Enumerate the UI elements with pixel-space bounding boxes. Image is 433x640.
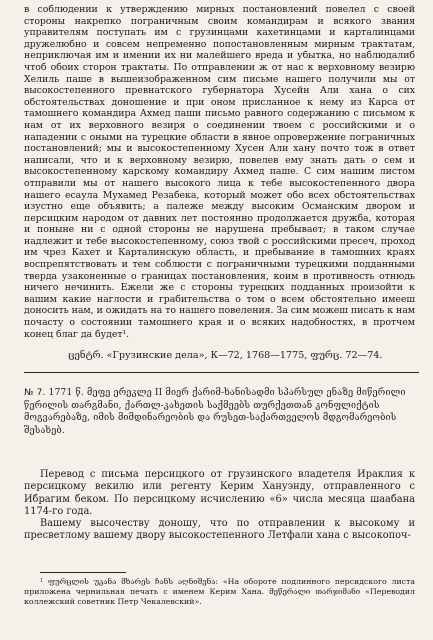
section-divider — [24, 372, 419, 373]
archive-source-citation: ცენტრ. «Грузинские дела», К—72, 1768—1775, ფურც. 72—74. — [68, 350, 383, 362]
translation-intro: Перевод с письма персицкого от грузинского владетеля Ираклия к персицкому векилю или регенту Керим Хануэнду, отправленного с Ибрагим беком. По персицкому исчислению «6» числа месяца шаабана 1174-го года. — [24, 469, 415, 517]
footnote-divider — [40, 572, 126, 573]
document-heading-text: 1771 წ. მეფე ერეკლე II მიერ ქარიმ-ხანისადმი სპარსულ ენაზე მიწერილი წერილის თარგმანი, ქართლ-კახეთის საქმეებს თურქეთთან კონფლიქტის მოგვარებაზე, იმის მიმდინარეობის და რუსეთ-საქართველოს მდგომარეობის შესახებ. — [24, 388, 406, 436]
document-number: № 7. — [24, 388, 46, 399]
document-heading — [24, 387, 415, 437]
letter-opening: Вашему высочеству доношу, что по отправлении к высокому и пресветлому вашему двору высокостепенного Летфали хана с высокопоч- — [24, 518, 415, 542]
footnote: ¹ ფურცლის უკანა მხარეს ჩანს აღნიშვნა: «На обороте подлинного персидского листа приложена чернильная печать с именем Керим Хана. მეწერალი თარჯიმანი «Переводил коллежский советник Петр Чекалевский». — [24, 577, 415, 607]
letter-body: в соблюдении к утверждению мирных постановлений повелел с своей стороны накрепко пограничным своим командирам и всякого звания управителям поступать им с грузинцами кахетинцами и карталинцами дружелюбно и совсем непременно попостановленным мирным трактатам, неприключая им и имении их ни малейшего вреда и убытка, но наблюдалиб чтоб обоих сторон трактаты. По отправлении ж от нас к верховному везирю Хелиль паше в вышеизображенном сим письме нашего получили мы от высокостепенного превнатского губернатора Хусейн Али хана о сих обстоятельствах доношение и при оном присланное к нему из Карса от тамошнего командира Ахмед паши письмо равного содержанию с письмом к нам от их верховного везиря о соединении твоем с российскими и о нападении с оными на турецкие области в явное опровержение пограничных постановлений; мы и высокостепенному Хусен Али хану почто тож в ответ написали, что и к верховному везирю, повелев ему знать дать о сем и высокостепенному карскому командиру Ахмед паше. С сим нашим листом отправили мы от нашего высокого лица к тебе высокостепенного двора нашего есаула Мухамед Резабека, который может обо всех обстоятельствах изустно еще объявить; а палеже между высоким Османским двором и персицким народом от давних лет постоянно продолжается дружба, которая и поныне ни с одной стороны не нарушена пребывает; в таком случае надлежит и тебе высокостепенному, союз твой с российскими пресеч, проход им чрез Кахет и Карталинскую область, и пребывание в тамошних краях воспрепятствовать и тем соблюсти с пограничными турецкими подданными тверда узаконенные о границах постановления, коим в противность отнюдь ничего нечинить. Ежели же с стороны турецких подданных произойти к вашим какие наглости и грабительства о том о всем обстоятельно имееш доносить нам, и ожидать на то нашего повеления. За сим можеш писать к нам почасту о состоянии тамошнего края и о всяких надобностях, в протчем конец благ да будет¹. — [24, 4, 415, 340]
